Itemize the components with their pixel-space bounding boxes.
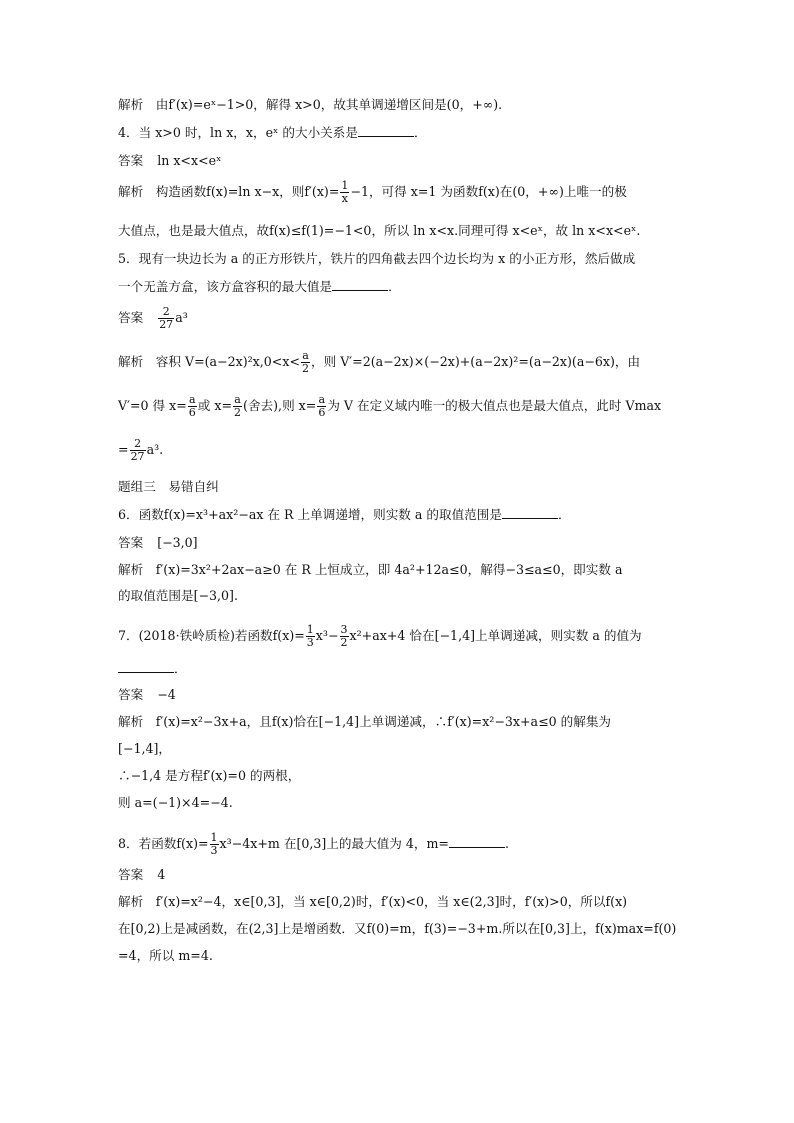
question-7-line-2: ．	[118, 660, 187, 678]
explanation-8-line-2: 在[0,2)上是减函数，在(2,3]上是增函数．又f(0)=m，f(3)=−3+m.所以在[0,3]上，f(x)max=f(0)	[118, 921, 677, 936]
explanation-7-line-3: ∴−1,4 是方程f′(x)=0 的两根，	[118, 768, 301, 783]
answer-blank	[358, 124, 414, 137]
explanation-5-line-1: 解析 容积 V=(a−2x)²x,0<x< $\frac{a}{2}$ ，则 V′=2(a−2x)×(−2x)+(a−2x)²=(a−2x)(a−6x)，由	[118, 349, 641, 375]
explanation-7-line-4: 则 a=(−1)×4=−4.	[118, 795, 233, 810]
explanation-6-line-2: 的取值范围是[−3,0].	[118, 588, 238, 603]
fraction: $\frac{a}{2}$	[302, 349, 309, 375]
fraction: $\frac{1}{x}$	[341, 179, 349, 205]
fraction: $\frac{2}{27}$	[130, 437, 145, 463]
explanation-5-line-3: = $\frac{2}{27}$ a³.	[118, 437, 164, 463]
explanation-line: 解析 由f′(x)=eˣ−1>0，解得 x>0，故其单调递增区间是(0，+∞).	[118, 97, 503, 112]
question-5-line-1: 5．现有一块边长为 a 的正方形铁片，铁片的四角截去四个边长均为 x 的小正方形，然后做成	[118, 251, 636, 266]
answer-blank	[502, 506, 558, 519]
answer-7: 答案 −4	[118, 687, 176, 702]
fraction: $\frac{1}{3}$	[210, 831, 218, 857]
answer-4: 答案 ln x<x<eˣ	[118, 153, 222, 168]
explanation-5-line-2: V′=0 得 x= $\frac{a}{6}$ 或 x= $\frac{a}{2}$ (舍去),则 x= $\frac{a}{6}$ 为 V 在定义域内唯一的极大值点也是最大值点，此时 Vmax	[118, 393, 662, 419]
fraction: $\frac{3}{2}$	[340, 623, 348, 649]
explanation-8-line-3: =4，所以 m=4.	[118, 948, 213, 963]
answer-6: 答案 [−3,0]	[118, 535, 198, 550]
answer-blank	[449, 835, 505, 848]
question-4: 4．当 x>0 时，ln x，x，eˣ 的大小关系是 ．	[118, 125, 427, 140]
explanation-8-line-1: 解析 f′(x)=x²−4，x∈[0,3]，当 x∈[0,2)时，f′(x)<0，当 x∈(2,3]时，f′(x)>0，所以f(x)	[118, 894, 628, 909]
question-8: 8．若函数f(x)= $\frac{1}{3}$ x³−4x+m 在[0,3]上的最大值为 4，m= .	[118, 831, 509, 857]
group-heading: 题组三 易错自纠	[118, 479, 219, 494]
answer-blank	[118, 660, 174, 673]
question-7-line-1: 7．(2018·铁岭质检)若函数f(x)= $\frac{1}{3}$ x³− $\frac{3}{2}$ x²+ax+4 恰在[−1,4]上单调递减，则实数 a 的值为	[118, 623, 642, 649]
explanation-4-line-1: 解析 构造函数f(x)=ln x−x，则f′(x)= $\frac{1}{x}$ −1，可得 x=1 为函数f(x)在(0，+∞)上唯一的极	[118, 179, 627, 205]
fraction: $\frac{2}{27}$	[159, 305, 174, 331]
explanation-7-line-2: [−1,4]，	[118, 741, 172, 756]
fraction: $\frac{a}{6}$	[188, 393, 196, 419]
fraction: $\frac{a}{6}$	[318, 393, 326, 419]
explanation-7-line-1: 解析 f′(x)=x²−3x+a，且f(x)恰在[−1,4]上单调递减，∴f′(x)=x²−3x+a≤0 的解集为	[118, 714, 612, 729]
question-5-line-2: 一个无盖方盒，该方盒容积的最大值是 ．	[118, 279, 401, 294]
answer-blank	[332, 278, 388, 291]
fraction: $\frac{1}{3}$	[306, 623, 314, 649]
answer-5: 答案 $\frac{2}{27}$ a³	[118, 305, 188, 331]
explanation-6-line-1: 解析 f′(x)=3x²+2ax−a≥0 在 R 上恒成立，即 4a²+12a≤0，解得−3≤a≤0，即实数 a	[118, 562, 623, 577]
question-6: 6．函数f(x)=x³+ax²−ax 在 R 上单调递增，则实数 a 的取值范围是 ．	[118, 507, 571, 522]
fraction: $\frac{a}{2}$	[234, 393, 242, 419]
answer-8: 答案 4	[118, 867, 166, 882]
explanation-4-line-2: 大值点，也是最大值点，故f(x)≤f(1)=−1<0，所以 ln x<x.同理可得 x<eˣ，故 ln x<x<eˣ.	[118, 223, 641, 238]
